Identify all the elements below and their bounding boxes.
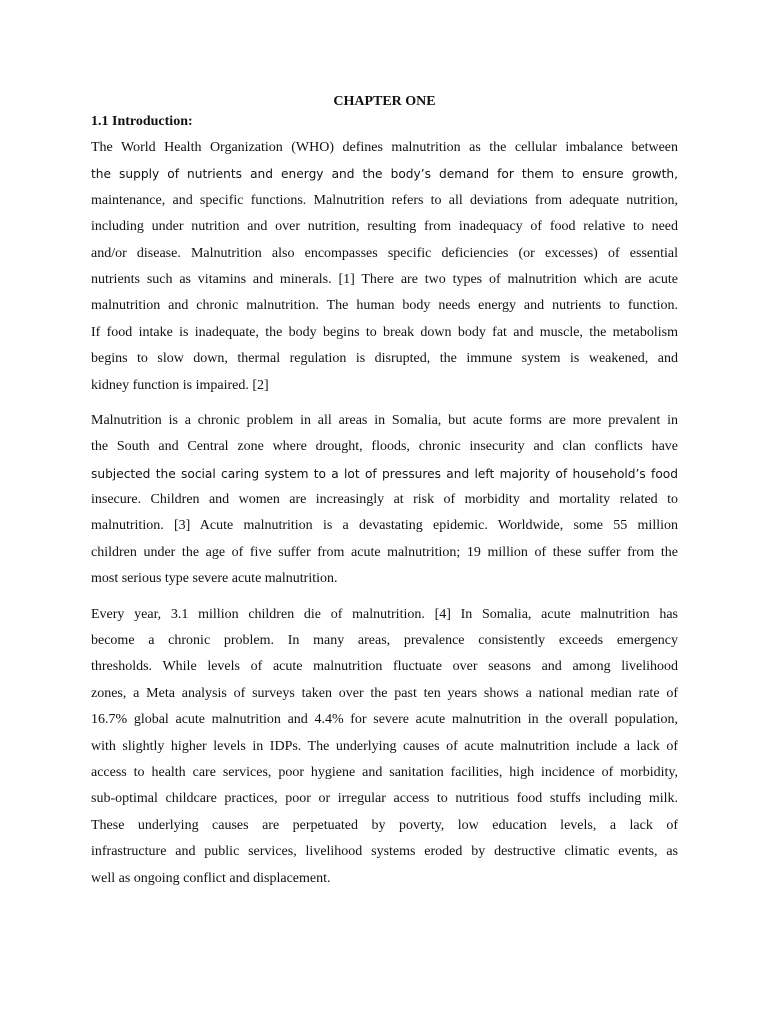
paragraph-line: most serious type severe acute malnutrition.: [91, 571, 338, 587]
paragraph-line: and/or disease. Malnutrition also encompasses specific deficiencies (or excesses) of essential: [91, 245, 678, 261]
paragraph-line: malnutrition and chronic malnutrition. The human body needs energy and nutrients to function.: [91, 298, 678, 314]
paragraph-line: insecure. Children and women are increasingly at risk of morbidity and mortality related to: [91, 492, 678, 508]
paragraph-line: If food intake is inadequate, the body begins to break down body fat and muscle, the metabolism: [91, 324, 678, 340]
paragraph-line: malnutrition. [3] Acute malnutrition is a devastating epidemic. Worldwide, some 55 million: [91, 518, 678, 534]
paragraph-line: zones, a Meta analysis of surveys taken over the past ten years shows a national median rate of: [91, 685, 678, 701]
paragraph-2: [91, 408, 678, 593]
paragraph-line: sub-optimal childcare practices, poor or irregular access to nutritious food stuffs including milk.: [91, 791, 678, 807]
paragraph-line: including under nutrition and over nutrition, resulting from inadequacy of food relative to need: [91, 219, 678, 235]
paragraph-line: become a chronic problem. In many areas, prevalence consistently exceeds emergency: [91, 633, 678, 649]
paragraph-line: nutrients such as vitamins and minerals. [1] There are two types of malnutrition which are acute: [91, 271, 678, 287]
paragraph-line: well as ongoing conflict and displacement.: [91, 870, 331, 886]
paragraph-line: Malnutrition is a chronic problem in all areas in Somalia, but acute forms are more prevalent in: [91, 412, 678, 428]
paragraph-line: 16.7% global acute malnutrition and 4.4% for severe acute malnutrition in the overall population,: [91, 712, 678, 728]
paragraph-line: the supply of nutrients and energy and the body’s demand for them to ensure growth,: [91, 167, 678, 182]
paragraph-line: the South and Central zone where drought, floods, chronic insecurity and clan conflicts have: [91, 439, 678, 455]
paragraph-line: infrastructure and public services, livelihood systems eroded by destructive climatic events, as: [91, 844, 678, 860]
paragraph-line: The World Health Organization (WHO) defines malnutrition as the cellular imbalance between: [91, 140, 678, 155]
paragraph-line: These underlying causes are perpetuated by poverty, low education levels, a lack of: [91, 817, 678, 833]
paragraph-line: begins to slow down, thermal regulation is disrupted, the immune system is weakened, and: [91, 351, 678, 367]
paragraph-line: children under the age of five suffer from acute malnutrition; 19 million of these suffer from the: [91, 544, 678, 560]
paragraph-line: Every year, 3.1 million children die of malnutrition. [4] In Somalia, acute malnutrition has: [91, 606, 678, 622]
paragraph-1: [91, 135, 678, 399]
paragraph-line: access to health care services, poor hygiene and sanitation facilities, high incidence of morbidity,: [91, 764, 678, 780]
paragraph-line: subjected the social caring system to a lot of pressures and left majority of household’s food: [91, 466, 678, 481]
document-page: [91, 92, 678, 892]
paragraph-line: kidney function is impaired. [2]: [91, 377, 269, 393]
paragraph-line: with slightly higher levels in IDPs. The underlying causes of acute malnutrition include a lack of: [91, 738, 678, 754]
chapter-title: CHAPTER ONE: [333, 94, 436, 109]
section-heading: 1.1 Introduction:: [91, 114, 193, 129]
paragraph-3: [91, 602, 678, 892]
paragraph-line: thresholds. While levels of acute malnutrition fluctuate over seasons and among livelihood: [91, 659, 678, 675]
paragraph-line: maintenance, and specific functions. Malnutrition refers to all deviations from adequate nutrition,: [91, 192, 678, 208]
